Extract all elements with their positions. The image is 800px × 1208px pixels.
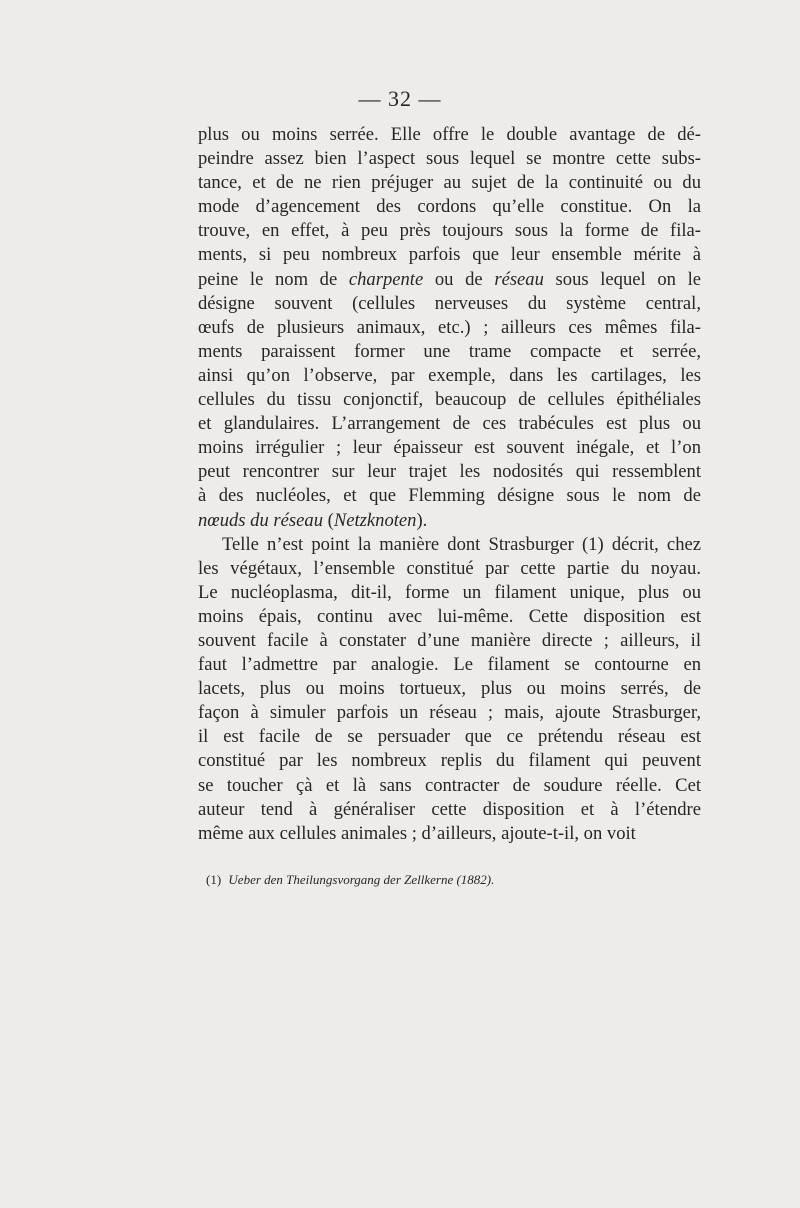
footnote-marker: (1) bbox=[206, 872, 222, 887]
text-run: ). bbox=[416, 509, 428, 531]
text-run: il est facile de se persuader que ce prétendu réseau est bbox=[198, 726, 701, 748]
text-run: tance, et de ne rien préjuger au sujet de la continuité ou du bbox=[198, 172, 701, 194]
text-run: peine le nom de bbox=[198, 268, 349, 290]
text-run: mode d’agencement des cordons qu’elle constitue. On la bbox=[198, 196, 701, 218]
text-run: cellules du tissu conjonctif, beaucoup de cellules épithéliales bbox=[198, 389, 701, 411]
text-line bbox=[198, 364, 701, 388]
text-run: lacets, plus ou moins tortueux, plus ou moins serrés, de bbox=[198, 678, 701, 700]
text-run: même aux cellules animales ; d’ailleurs, ajoute-t-il, on voit bbox=[198, 822, 636, 844]
text-run: Telle n’est point la manière dont Strasburger (1) décrit, chez bbox=[222, 533, 701, 555]
text-line bbox=[198, 388, 701, 412]
text-run: se toucher çà et là sans contracter de soudure réelle. Cet bbox=[198, 774, 701, 796]
text-line bbox=[198, 581, 701, 605]
text-run: ou de bbox=[423, 268, 495, 290]
text-line bbox=[198, 509, 701, 533]
text-run: trouve, en effet, à peu près toujours sous la forme de fila- bbox=[198, 220, 701, 242]
text-line bbox=[198, 605, 701, 629]
text-run: moins irrégulier ; leur épaisseur est souvent inégale, et l’on bbox=[198, 437, 701, 459]
text-run: constitué par les nombreux replis du filament qui peuvent bbox=[198, 750, 701, 772]
footnote bbox=[206, 872, 494, 888]
text-line bbox=[198, 629, 701, 653]
text-run: auteur tend à généraliser cette disposition et à l’étendre bbox=[198, 798, 701, 820]
text-line bbox=[198, 268, 701, 292]
body-text bbox=[198, 123, 701, 846]
text-run: à des nucléoles, et que Flemming désigne sous le nom de bbox=[198, 485, 701, 507]
text-run: faut l’admettre par analogie. Le filament se contourne en bbox=[198, 654, 701, 676]
text-line bbox=[198, 822, 701, 846]
text-line bbox=[198, 436, 701, 460]
text-line bbox=[198, 725, 701, 749]
text-run: ments, si peu nombreux parfois que leur ensemble mérite à bbox=[198, 244, 701, 266]
text-run: moins épais, continu avec lui-même. Cette disposition est bbox=[198, 605, 701, 627]
text-run: souvent facile à constater d’une manière directe ; ailleurs, il bbox=[198, 629, 701, 651]
text-line bbox=[198, 316, 701, 340]
text-line bbox=[198, 677, 701, 701]
text-run: peindre assez bien l’aspect sous lequel se montre cette subs- bbox=[198, 148, 701, 170]
text-run: ments paraissent former une trame compacte et serrée, bbox=[198, 340, 701, 362]
text-line bbox=[198, 123, 701, 147]
text-line bbox=[198, 147, 701, 171]
text-line bbox=[198, 340, 701, 364]
text-line bbox=[198, 219, 701, 243]
italic-run: charpente bbox=[348, 268, 424, 290]
text-run: œufs de plusieurs animaux, etc.) ; ailleurs ces mêmes fila- bbox=[198, 316, 701, 338]
text-run: ainsi qu’on l’observe, par exemple, dans les cartilages, les bbox=[198, 364, 701, 386]
text-line bbox=[198, 243, 701, 267]
text-run: ( bbox=[323, 509, 334, 531]
text-run: et glandulaires. L’arrangement de ces trabécules est plus ou bbox=[198, 413, 701, 435]
text-line bbox=[198, 195, 701, 219]
text-run: sous lequel on le bbox=[543, 268, 701, 290]
text-line bbox=[198, 653, 701, 677]
text-line bbox=[198, 484, 701, 508]
text-run: les végétaux, l’ensemble constitué par cette partie du noyau. bbox=[198, 557, 701, 579]
text-line bbox=[198, 774, 701, 798]
text-line bbox=[198, 412, 701, 436]
text-run: plus ou moins serrée. Elle offre le double avantage de dé- bbox=[198, 124, 701, 145]
text-run: façon à simuler parfois un réseau ; mais, ajoute Strasburger, bbox=[198, 702, 701, 724]
italic-run: Netzknoten bbox=[333, 509, 417, 531]
page-number: — 32 — bbox=[358, 86, 442, 111]
text-line bbox=[198, 533, 701, 557]
text-line bbox=[198, 292, 701, 316]
text-run: peut rencontrer sur leur trajet les nodosités qui ressemblent bbox=[198, 461, 701, 483]
text-run: Le nucléoplasma, dit-il, forme un filament unique, plus ou bbox=[198, 581, 701, 603]
italic-run: nœuds du réseau bbox=[198, 509, 323, 531]
text-run: désigne souvent (cellules nerveuses du système central, bbox=[198, 292, 701, 314]
text-line bbox=[198, 798, 701, 822]
text-line bbox=[198, 701, 701, 725]
text-line bbox=[198, 749, 701, 773]
footnote-text: Ueber den Theilungsvorgang der Zellkerne (1882). bbox=[228, 872, 495, 887]
text-line bbox=[198, 460, 701, 484]
italic-run: réseau bbox=[494, 268, 544, 290]
text-line bbox=[198, 171, 701, 195]
text-line bbox=[198, 557, 701, 581]
